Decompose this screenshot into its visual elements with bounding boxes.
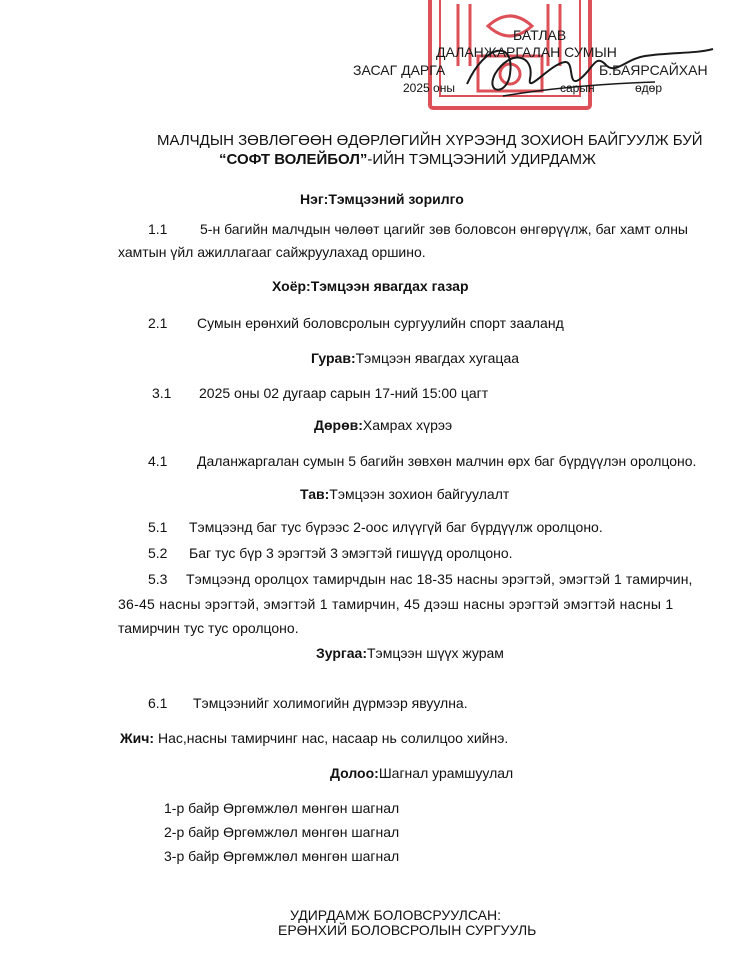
section-1-heading: Нэг:Тэмцээний зорилго [300,191,464,207]
section-6-text: Тэмцээнийг холимогийн дүрмээр явуулна. [193,695,468,711]
approval-label: БАТЛАВ [513,27,567,43]
section-6-heading: Зургаа:Тэмцээн шүүх журам [316,645,504,661]
footer-organization: ЕРӨНХИЙ БОЛОВСРОЛЫН СУРГУУЛЬ [278,922,537,938]
section-5-3-text-cont2: тамирчин тус тус оролцоно. [118,620,299,636]
section-1-text: 5-н багийн малчдын чөлөөт цагийг зөв боловсон өнгөрүүлж, баг хамт олны [200,221,688,237]
approval-position: ЗАСАГ ДАРГА [353,62,446,78]
section-5-1-text: Тэмцээнд баг тус бүрээс 2-оос илүүгүй баг бүрдүүлж оролцоно. [189,519,603,535]
award-3: 3-р байр Өргөмжлөл мөнгөн шагнал [164,848,400,864]
section-5-3-number: 5.3 [148,571,168,587]
section-6-number: 6.1 [148,695,168,711]
approval-name: Б.БАЯРСАЙХАН [599,62,708,78]
section-5-3-text-cont: 36-45 насны эрэгтэй, эмэгтэй 1 тамирчин, 45 дээш насны эрэгтэй эмэгтэй насны 1 [118,596,674,612]
section-2-number: 2.1 [148,315,168,331]
note-label: Жич: [120,730,155,746]
section-4-number: 4.1 [148,453,168,469]
section-2-heading: Хоёр:Тэмцээн явагдах газар [272,278,469,294]
note-text: Нас,насны тамирчинг нас, насаар нь солилцоо хийнэ. [157,730,509,746]
section-7-heading: Долоо:Шагнал урамшуулал [330,765,514,781]
section-5-heading: Тав:Тэмцээн зохион байгуулалт [300,486,510,502]
approval-date-year: 2025 оны [403,81,455,95]
document-title-line1: МАЛЧДЫН ЗӨВЛӨГӨӨН ӨДӨРЛӨГИЙН ХҮРЭЭНД ЗОХИОН БАЙГУУЛЖ БУЙ [157,132,703,149]
award-1: 1-р байр Өргөмжлөл мөнгөн шагнал [164,800,400,816]
document-title-line2 [219,151,596,168]
award-2: 2-р байр Өргөмжлөл мөнгөн шагнал [164,824,400,840]
section-1-text-cont: хамтын үйл ажиллагааг сайжруулахад оршино. [118,244,426,260]
section-1-number: 1.1 [148,221,168,237]
section-3-heading: Гурав:Тэмцээн явагдах хугацаа [311,350,520,366]
footer-prepared-by: УДИРДАМЖ БОЛОВСРУУЛСАН: [290,907,502,923]
event-name: “СОФТ ВОЛЕЙБОЛ” [219,151,368,168]
approval-date-day: өдөр [635,81,663,95]
approval-org: ДАЛАНЖАРГАЛАН СУМЫН [436,44,617,60]
section-5-3-text: Тэмцээнд оролцох тамирчдын нас 18-35 насны эрэгтэй, эмэгтэй 1 тамирчин, [186,571,693,587]
section-5-2-number: 5.2 [148,545,168,561]
section-3-text: 2025 оны 02 дугаар сарын 17-ний 15:00 цагт [199,385,489,401]
section-4-text: Даланжаргалан сумын 5 багийн зөвхөн малчин өрх баг бүрдүүлэн оролцоно. [197,453,697,469]
approval-date-month: сарын [560,81,595,95]
title-rest: -ИЙН ТЭМЦЭЭНИЙ УДИРДАМЖ [367,151,596,168]
section-5-2-text: Баг тус бүр 3 эрэгтэй 3 эмэгтэй гишүүд оролцоно. [189,545,513,561]
section-4-heading: Дөрөв:Хамрах хүрээ [314,417,453,433]
section-5-1-number: 5.1 [148,519,168,535]
note [120,730,508,746]
section-2-text: Сумын ерөнхий боловсролын сургуулийн спорт зааланд [197,315,564,331]
section-3-number: 3.1 [152,385,172,401]
